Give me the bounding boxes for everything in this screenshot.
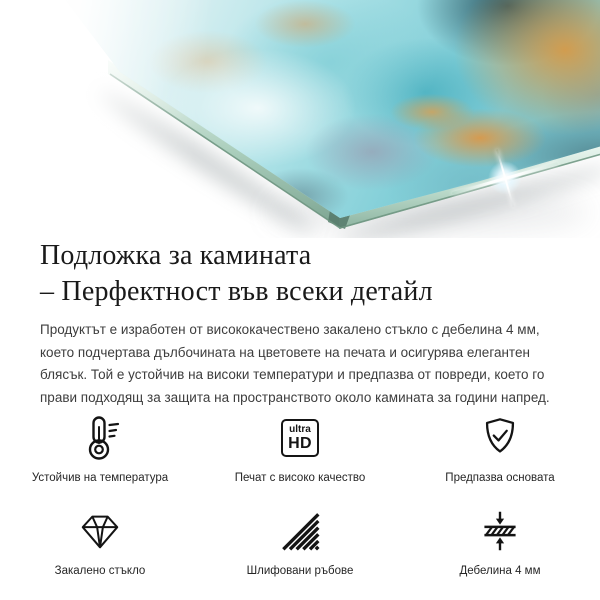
product-image bbox=[0, 0, 600, 238]
product-description: Продуктът е изработен от висококачествено закалено стъкло с дебелина 4 мм, което подчертава дълбочината на цветовете на печата и осигурява елегантен блясък. Той е устойчив на високи температури и предпазва от повреди, което го прави подходящ за защита на пространството около камината за години напред. bbox=[40, 322, 550, 405]
diamond-icon bbox=[77, 506, 123, 556]
thickness-icon bbox=[478, 506, 522, 556]
ultra-hd-badge-top: ultra bbox=[289, 423, 311, 435]
polished-edges-icon bbox=[280, 506, 320, 556]
feature-label: Закалено стъкло bbox=[54, 565, 146, 577]
feature-label: Дебелина 4 мм bbox=[459, 565, 541, 577]
ultra-hd-badge bbox=[281, 419, 319, 457]
feature-label: Устойчив на температура bbox=[31, 472, 169, 484]
feature-thickness bbox=[400, 506, 600, 577]
feature-print-quality bbox=[200, 413, 400, 484]
feature-temperature-resistant bbox=[0, 413, 200, 484]
feature-label: Печат с високо качество bbox=[234, 472, 366, 484]
thermometer-icon bbox=[76, 413, 124, 463]
feature-protects-base bbox=[400, 413, 600, 484]
ultra-hd-badge-bottom: HD bbox=[288, 434, 312, 452]
page-title-line1: Подложка за камината bbox=[40, 240, 312, 271]
feature-tempered-glass bbox=[0, 506, 200, 577]
feature-polished-edges bbox=[200, 506, 400, 577]
product-info-section bbox=[0, 238, 600, 577]
ultra-hd-icon bbox=[281, 413, 319, 463]
shield-check-icon bbox=[477, 413, 523, 463]
page-title-line2: – Перфектност във всеки детайл bbox=[40, 276, 433, 307]
feature-label: Предпазва основата bbox=[445, 472, 555, 484]
page-title bbox=[40, 238, 600, 310]
feature-label: Шлифовани ръбове bbox=[246, 565, 354, 577]
features-grid bbox=[0, 413, 600, 577]
